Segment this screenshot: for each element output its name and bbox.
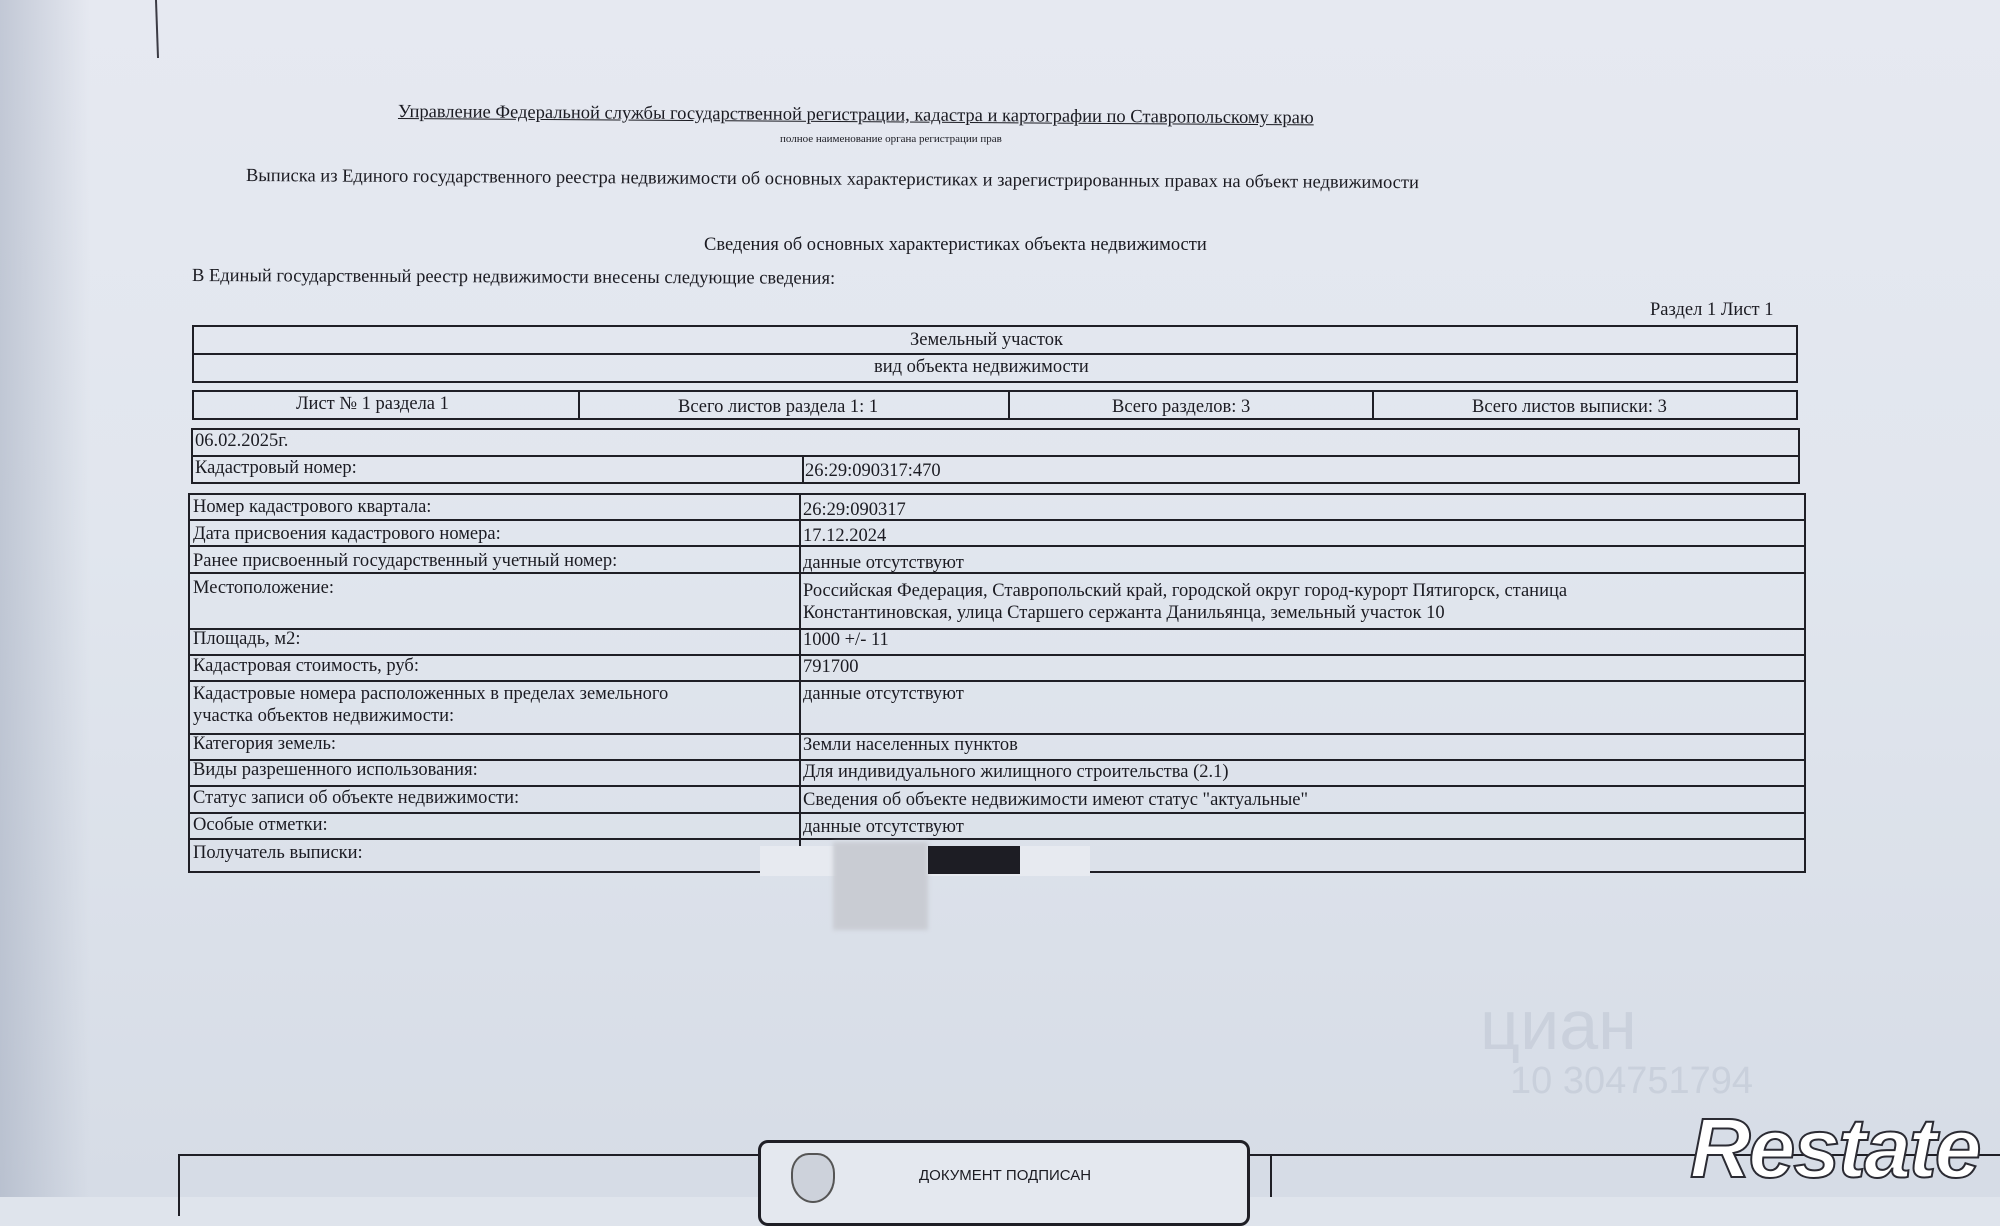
divider bbox=[193, 455, 1798, 457]
watermark-number: 10 304751794 bbox=[1510, 1060, 1754, 1102]
redaction-blur bbox=[833, 842, 928, 930]
row-divider bbox=[190, 572, 1804, 574]
object-type-caption: вид объекта недвижимости bbox=[874, 357, 1089, 377]
row-value-area: 1000 +/- 11 bbox=[803, 630, 889, 650]
watermark-brand: циан bbox=[1480, 986, 1637, 1064]
object-type: Земельный участок bbox=[910, 330, 1063, 350]
row-divider bbox=[190, 519, 1804, 521]
intro-text: В Единый государственный реестр недвижимости внесены следующие сведения: bbox=[191, 266, 836, 289]
row-divider bbox=[190, 785, 1804, 787]
restate-logo: Restate bbox=[1690, 1101, 1980, 1195]
row-value-cadastral-cost: 791700 bbox=[803, 657, 859, 677]
row-label-quarter: Номер кадастрового квартала: bbox=[193, 497, 432, 517]
row-label-area: Площадь, м2: bbox=[193, 629, 301, 649]
total-sections: Всего разделов: 3 bbox=[1112, 397, 1251, 417]
total-sheets: Всего листов выписки: 3 bbox=[1472, 397, 1667, 417]
row-label-inner-objects-line2: участка объектов недвижимости: bbox=[193, 706, 455, 726]
extract-title: Выписка из Единого государственного реестра недвижимости об основных характеристиках и зарегистрированных правах на объект недвижимости bbox=[245, 166, 1419, 194]
row-label-prev-number: Ранее присвоенный государственный учетный номер: bbox=[193, 551, 618, 571]
row-label-cadastral-cost: Кадастровая стоимость, руб: bbox=[193, 656, 419, 676]
cadastral-number-value: 26:29:090317:470 bbox=[805, 461, 941, 481]
divider bbox=[1372, 392, 1374, 418]
row-label-special-notes: Особые отметки: bbox=[193, 815, 328, 835]
cadastral-number-label: Кадастровый номер: bbox=[195, 458, 357, 478]
section-sheet-label: Раздел 1 Лист 1 bbox=[1650, 300, 1774, 320]
row-divider bbox=[190, 838, 1804, 840]
row-label-permitted-use: Виды разрешенного использования: bbox=[193, 760, 478, 780]
row-value-location-line2: Константиновская, улица Старшего сержанта Данильянца, земельный участок 10 bbox=[803, 603, 1445, 623]
row-value-permitted-use: Для индивидуального жилищного строительства (2.1) bbox=[803, 762, 1229, 782]
row-label-land-category: Категория земель: bbox=[193, 734, 337, 754]
row-label-assign-date: Дата присвоения кадастрового номера: bbox=[193, 524, 501, 544]
row-label-recipient: Получатель выписки: bbox=[193, 843, 363, 863]
row-divider bbox=[190, 545, 1804, 547]
signature-stamp bbox=[758, 1140, 1250, 1226]
row-value-record-status: Сведения об объекте недвижимости имеют статус "актуальные" bbox=[803, 790, 1309, 810]
row-label-location: Местоположение: bbox=[193, 578, 335, 598]
stamp-text: ДОКУМЕНТ ПОДПИСАН bbox=[919, 1167, 1092, 1184]
sheet-number: Лист № 1 раздела 1 bbox=[296, 394, 449, 414]
extract-date: 06.02.2025г. bbox=[195, 431, 289, 451]
sheet-info-box bbox=[192, 390, 1798, 420]
section-title: Сведения об основных характеристиках объекта недвижимости bbox=[704, 235, 1207, 255]
signature-table-divider bbox=[1270, 1155, 1272, 1197]
sheets-in-section: Всего листов раздела 1: 1 bbox=[678, 397, 879, 417]
agency-name: Управление Федеральной службы государственной регистрации, кадастра и картографии по Ставропольскому краю bbox=[397, 102, 1314, 129]
row-divider bbox=[190, 680, 1804, 682]
row-value-assign-date: 17.12.2024 bbox=[803, 526, 887, 546]
row-label-inner-objects: Кадастровые номера расположенных в пределах земельного bbox=[193, 684, 669, 704]
properties-table bbox=[188, 493, 1806, 873]
row-divider bbox=[190, 654, 1804, 656]
cadastral-box bbox=[191, 428, 1800, 484]
divider bbox=[802, 455, 804, 482]
row-value-prev-number: данные отсутствуют bbox=[803, 553, 964, 573]
divider bbox=[1008, 392, 1010, 418]
agency-caption: полное наименование органа регистрации прав bbox=[780, 133, 1002, 145]
divider bbox=[194, 353, 1796, 355]
row-label-record-status: Статус записи об объекте недвижимости: bbox=[193, 788, 520, 808]
divider bbox=[578, 392, 580, 418]
row-value-special-notes: данные отсутствуют bbox=[803, 817, 964, 837]
row-value-location: Российская Федерация, Ставропольский край, городской округ город-курорт Пятигорск, станица bbox=[803, 581, 1568, 601]
redaction-block bbox=[928, 846, 1020, 874]
paper-crease bbox=[155, 0, 159, 58]
emblem-icon bbox=[791, 1153, 835, 1203]
object-type-box bbox=[192, 325, 1798, 383]
row-divider bbox=[190, 628, 1804, 630]
row-value-quarter: 26:29:090317 bbox=[803, 500, 906, 520]
row-divider bbox=[190, 812, 1804, 814]
column-divider bbox=[799, 495, 801, 871]
row-value-inner-objects: данные отсутствуют bbox=[803, 684, 964, 704]
row-value-land-category: Земли населенных пунктов bbox=[803, 735, 1018, 755]
